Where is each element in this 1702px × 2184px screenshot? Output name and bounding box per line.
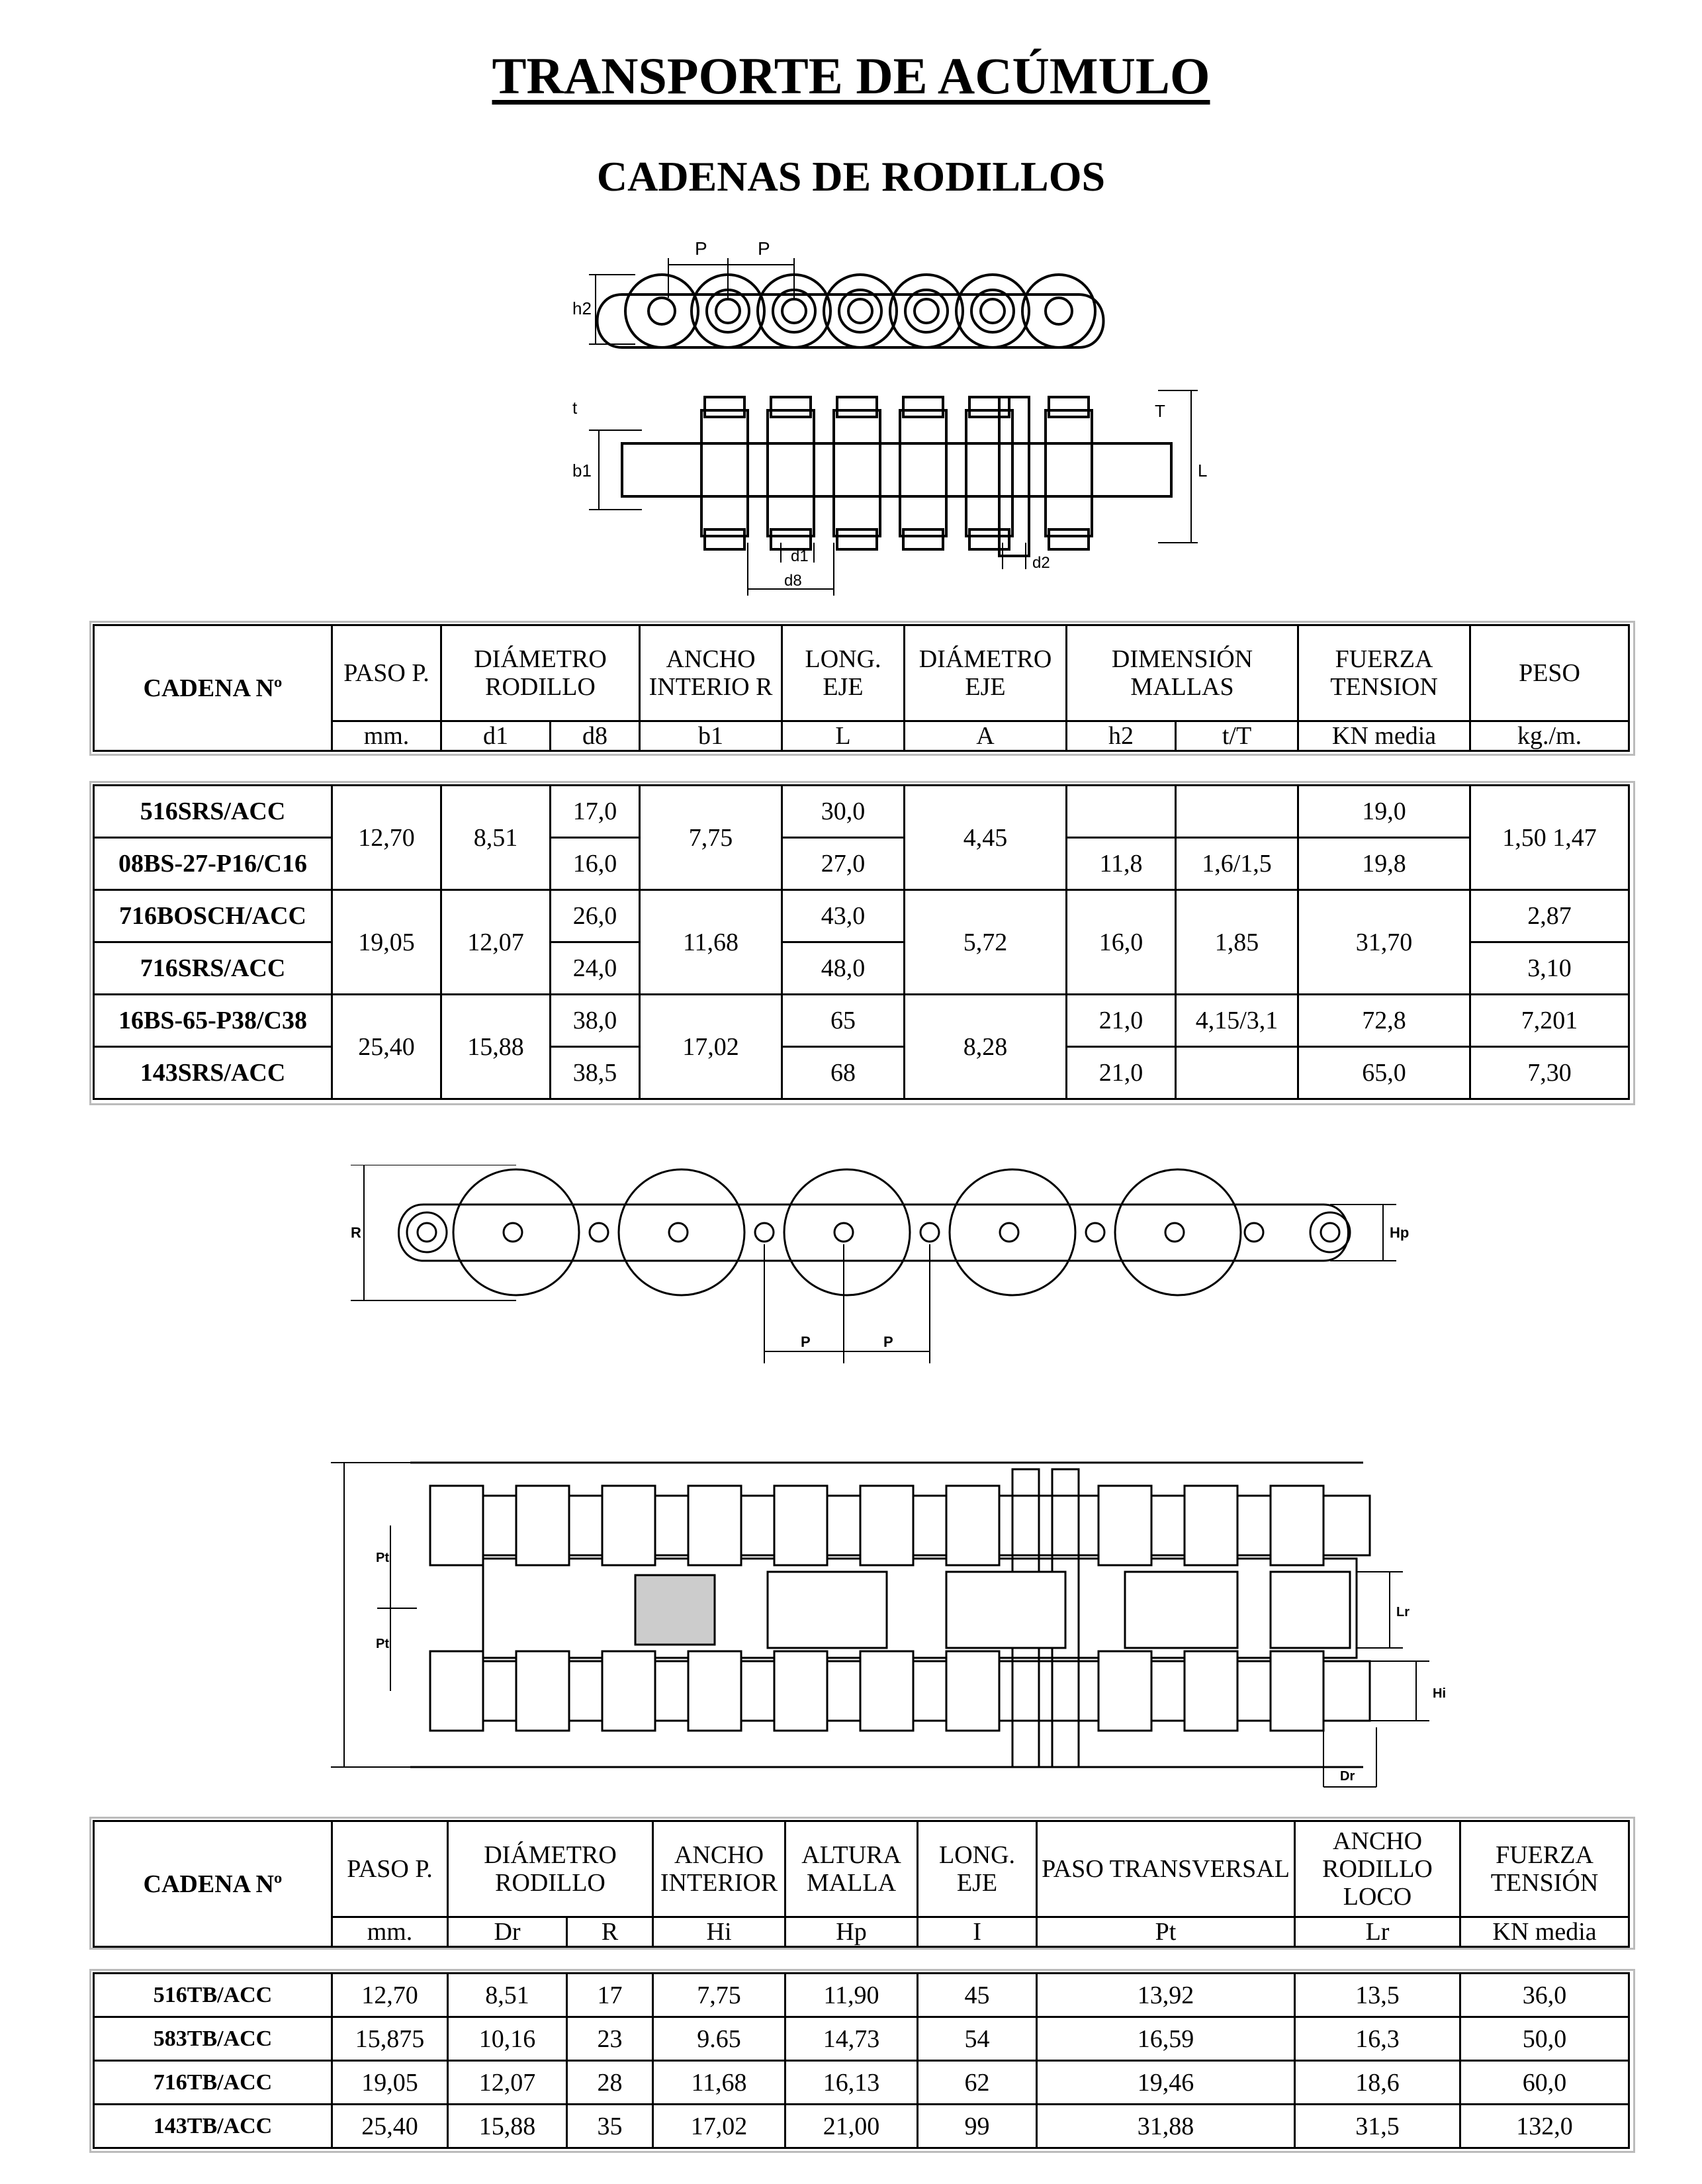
cell: 17	[567, 1974, 653, 2017]
label-p2: P	[758, 238, 770, 259]
label-pt2: Pt	[376, 1637, 389, 1651]
cell: 14,73	[785, 2017, 918, 2061]
t2-unit: R	[567, 1917, 653, 1947]
cell: 18,6	[1295, 2061, 1460, 2105]
cell: 12,07	[448, 2061, 567, 2105]
cell: 4,45	[905, 786, 1067, 890]
cell: 72,8	[1298, 995, 1470, 1047]
chain-top-view-drawing	[562, 384, 1224, 609]
label-Dr: Dr	[1340, 1769, 1355, 1784]
cell: 132,0	[1460, 2105, 1629, 2148]
table-row	[94, 1974, 1629, 2017]
cell: 13,5	[1295, 1974, 1460, 2017]
t2-unit: mm.	[332, 1917, 448, 1947]
t2-h-cadena: CADENA Nº	[94, 1821, 332, 1947]
t1-h-dimension-mallas: DIMENSIÓN MALLAS	[1067, 625, 1298, 721]
t2-h-paso: PASO P.	[332, 1821, 448, 1917]
cell: 65	[782, 995, 905, 1047]
table1-body	[93, 784, 1630, 1100]
cell	[1067, 786, 1176, 838]
cell: 16,0	[1067, 890, 1176, 995]
cell: 11,90	[785, 1974, 918, 2017]
t2-unit: I	[918, 1917, 1037, 1947]
label-Lr: Lr	[1396, 1605, 1410, 1619]
t1-unit: kg./m.	[1470, 721, 1629, 751]
cell: 1,6/1,5	[1176, 838, 1298, 890]
t2-unit: Hi	[653, 1917, 785, 1947]
t1-h-paso: PASO P.	[332, 625, 441, 721]
cell: 21,0	[1067, 1047, 1176, 1099]
t2-unit: Dr	[448, 1917, 567, 1947]
cell: 36,0	[1460, 1974, 1629, 2017]
cell: 19,8	[1298, 838, 1470, 890]
cell: 5,72	[905, 890, 1067, 995]
t2-unit: KN media	[1460, 1917, 1629, 1947]
cell: 7,201	[1470, 995, 1629, 1047]
cell: 24,0	[551, 942, 640, 995]
cell: 8,28	[905, 995, 1067, 1099]
double-chain-top-view-drawing	[331, 1443, 1489, 1800]
t1-h-diametro-eje: DIÁMETRO EJE	[905, 625, 1067, 721]
cell: 7,75	[653, 1974, 785, 2017]
cell: 17,0	[551, 786, 640, 838]
cell: 15,88	[448, 2105, 567, 2148]
cell: 99	[918, 2105, 1037, 2148]
label-p1: P	[695, 238, 707, 259]
cell: 21,0	[1067, 995, 1176, 1047]
cell: 23	[567, 2017, 653, 2061]
table-row	[94, 2061, 1629, 2105]
t2-h-ancho-interior: ANCHO INTERIOR	[653, 1821, 785, 1917]
page-title: TRANSPORTE DE ACÚMULO	[492, 47, 1210, 105]
label-Hp: Hp	[1390, 1224, 1410, 1241]
cell: 16,3	[1295, 2017, 1460, 2061]
table2-header	[93, 1820, 1630, 1948]
cell: 12,70	[332, 786, 441, 890]
t2-h-paso-transversal: PASO TRANSVERSAL	[1037, 1821, 1295, 1917]
label-L: L	[1198, 461, 1208, 480]
cell: 25,40	[332, 2105, 448, 2148]
label-p2: P	[883, 1334, 893, 1350]
table-row-name: 716BOSCH/ACC	[94, 890, 332, 942]
table-row-name: 583TB/ACC	[94, 2017, 332, 2061]
cell: 38,5	[551, 1047, 640, 1099]
cell: 65,0	[1298, 1047, 1470, 1099]
cell: 11,68	[653, 2061, 785, 2105]
cell: 43,0	[782, 890, 905, 942]
cell: 4,15/3,1	[1176, 995, 1298, 1047]
double-chain-side-view-drawing	[351, 1165, 1476, 1370]
cell: 28	[567, 2061, 653, 2105]
cell: 17,02	[640, 995, 782, 1099]
t1-unit: h2	[1067, 721, 1176, 751]
table1-header	[93, 624, 1630, 752]
label-d1: d1	[791, 547, 809, 565]
cell	[1176, 1047, 1298, 1099]
cell: 12,70	[332, 1974, 448, 2017]
cell: 8,51	[448, 1974, 567, 2017]
cell: 3,10	[1470, 942, 1629, 995]
cell: 7,30	[1470, 1047, 1629, 1099]
t1-h-cadena: CADENA Nº	[94, 625, 332, 751]
table-row-name: 716SRS/ACC	[94, 942, 332, 995]
label-b1: b1	[572, 461, 592, 480]
t1-unit: A	[905, 721, 1067, 751]
t1-unit: mm.	[332, 721, 441, 751]
cell: 19,05	[332, 890, 441, 995]
t1-h-peso: PESO	[1470, 625, 1629, 721]
label-pt1: Pt	[376, 1551, 389, 1565]
t1-h-fuerza: FUERZA TENSION	[1298, 625, 1470, 721]
label-d2: d2	[1032, 554, 1050, 572]
table-row-name: 716TB/ACC	[94, 2061, 332, 2105]
table-row-name: 16BS-65-P38/C38	[94, 995, 332, 1047]
cell: 12,07	[441, 890, 551, 995]
chain-side-view-drawing	[562, 232, 1158, 384]
cell: 11,8	[1067, 838, 1176, 890]
cell: 19,0	[1298, 786, 1470, 838]
cell: 31,70	[1298, 890, 1470, 995]
t1-unit: d8	[551, 721, 640, 751]
table-row-name: 516TB/ACC	[94, 1974, 332, 2017]
cell: 8,51	[441, 786, 551, 890]
table-row	[94, 2017, 1629, 2061]
cell: 19,05	[332, 2061, 448, 2105]
t2-h-diametro-rodillo: DIÁMETRO RODILLO	[448, 1821, 653, 1917]
t1-unit: d1	[441, 721, 551, 751]
cell: 48,0	[782, 942, 905, 995]
cell: 2,87	[1470, 890, 1629, 942]
cell: 30,0	[782, 786, 905, 838]
label-t: t	[572, 398, 578, 418]
t2-h-fuerza: FUERZA TENSIÓN	[1460, 1821, 1629, 1917]
cell: 11,68	[640, 890, 782, 995]
t2-h-ancho-rodillo-loco: ANCHO RODILLO LOCO	[1295, 1821, 1460, 1917]
cell: 10,16	[448, 2017, 567, 2061]
table-row-name: 516SRS/ACC	[94, 786, 332, 838]
cell: 13,92	[1037, 1974, 1295, 2017]
t2-unit: Hp	[785, 1917, 918, 1947]
cell: 45	[918, 1974, 1037, 2017]
cell: 60,0	[1460, 2061, 1629, 2105]
cell: 38,0	[551, 995, 640, 1047]
cell: 62	[918, 2061, 1037, 2105]
table2-body	[93, 1972, 1630, 2149]
cell: 54	[918, 2017, 1037, 2061]
cell: 50,0	[1460, 2017, 1629, 2061]
t1-unit: L	[782, 721, 905, 751]
cell: 15,88	[441, 995, 551, 1099]
cell: 9.65	[653, 2017, 785, 2061]
cell: 21,00	[785, 2105, 918, 2148]
table-row-name: 143TB/ACC	[94, 2105, 332, 2148]
cell: 15,875	[332, 2017, 448, 2061]
cell: 1,85	[1176, 890, 1298, 995]
t1-h-long-eje: LONG. EJE	[782, 625, 905, 721]
cell: 16,13	[785, 2061, 918, 2105]
t2-unit: Pt	[1037, 1917, 1295, 1947]
table-row-name: 08BS-27-P16/C16	[94, 838, 332, 890]
cell: 35	[567, 2105, 653, 2148]
t1-h-diametro-rodillo: DIÁMETRO RODILLO	[441, 625, 640, 721]
cell: 68	[782, 1047, 905, 1099]
cell: 1,50 1,47	[1470, 786, 1629, 890]
label-p1: P	[801, 1334, 811, 1350]
cell: 25,40	[332, 995, 441, 1099]
cell	[1176, 786, 1298, 838]
label-h2: h2	[572, 298, 592, 318]
cell: 17,02	[653, 2105, 785, 2148]
cell: 19,46	[1037, 2061, 1295, 2105]
cell: 16,59	[1037, 2017, 1295, 2061]
label-T: T	[1155, 401, 1165, 421]
t1-unit: t/T	[1176, 721, 1298, 751]
cell: 31,88	[1037, 2105, 1295, 2148]
t1-h-ancho-interior: ANCHO INTERIO R	[640, 625, 782, 721]
page-subtitle: CADENAS DE RODILLOS	[596, 153, 1106, 200]
table-row	[94, 2105, 1629, 2148]
cell: 27,0	[782, 838, 905, 890]
t2-unit: Lr	[1295, 1917, 1460, 1947]
t1-unit: b1	[640, 721, 782, 751]
cell: 16,0	[551, 838, 640, 890]
t2-h-long-eje: LONG. EJE	[918, 1821, 1037, 1917]
label-R: R	[351, 1224, 361, 1241]
t1-unit: KN media	[1298, 721, 1470, 751]
t2-h-altura-malla: ALTURA MALLA	[785, 1821, 918, 1917]
cell: 26,0	[551, 890, 640, 942]
label-d8: d8	[784, 572, 802, 590]
cell: 7,75	[640, 786, 782, 890]
label-Hi: Hi	[1433, 1686, 1446, 1701]
table-row-name: 143SRS/ACC	[94, 1047, 332, 1099]
cell: 31,5	[1295, 2105, 1460, 2148]
